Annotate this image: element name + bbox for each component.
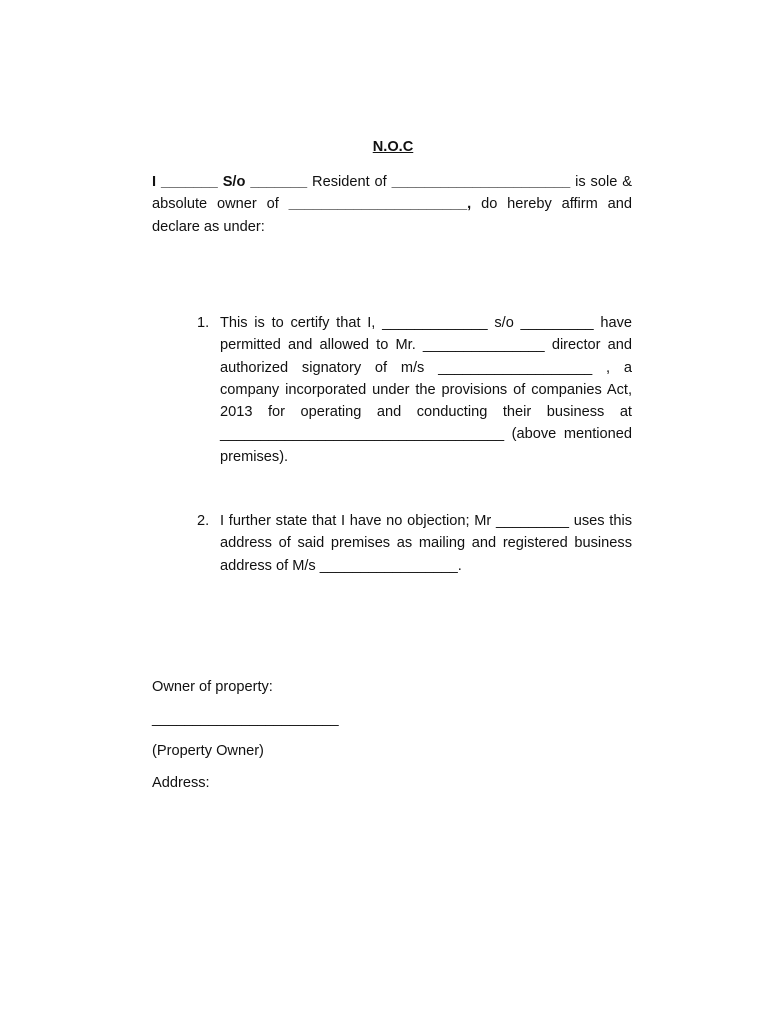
signature-line: _______________________ xyxy=(152,711,339,727)
list-item-text: I further state that I have no objection; Mr _________ uses this address of said premises as mailing and registered business address of M/s _________________. xyxy=(220,513,632,574)
list-item-text: This is to certify that I, _____________ s/o _________ have permitted and allowed to Mr. _______________ director and authorized signatory of m/s ___________________ , a company incorporated under the provisions of companies Act, 2013 for operating and conducting their business at ___________________________________ (above mentioned premises). xyxy=(220,315,632,465)
intro-paragraph xyxy=(152,171,632,238)
intro-so-label: S/o xyxy=(222,174,246,190)
intro-i-label: I xyxy=(152,174,157,190)
owner-label: Owner of property: xyxy=(152,679,273,695)
list-item-number: 2. xyxy=(197,513,210,529)
intro-sole-owner-text: is sole & absolute owner of xyxy=(152,174,632,213)
intro-residence-blank: ______________________ xyxy=(391,174,571,190)
list-item-number: 1. xyxy=(197,315,210,331)
intro-name-blank: _______ xyxy=(160,174,218,190)
intro-father-blank: _______ xyxy=(250,174,308,190)
intro-resident-text: Resident of xyxy=(312,174,387,190)
intro-affirm-text: do hereby affirm and declare as under: xyxy=(152,196,632,235)
list-item xyxy=(197,312,632,468)
intro-property-blank: ______________________, xyxy=(288,196,472,213)
document-title: N.O.C xyxy=(372,139,414,155)
list-item xyxy=(197,510,632,577)
address-label: Address: xyxy=(152,775,210,791)
owner-role: (Property Owner) xyxy=(152,743,264,759)
